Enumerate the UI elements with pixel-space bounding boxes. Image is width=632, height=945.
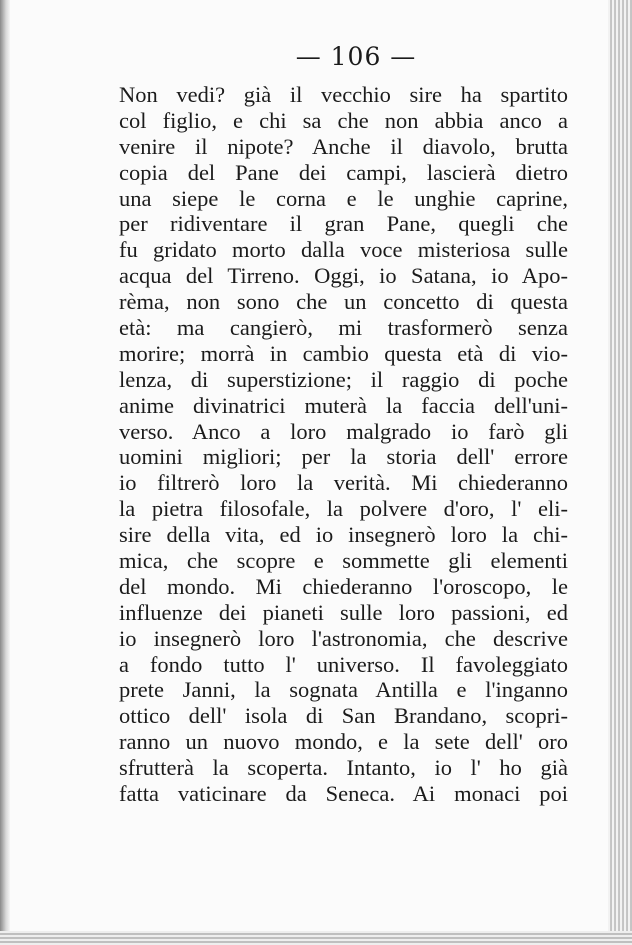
text-line: la pietra filosofale, la polvere d'oro, l' eli- <box>119 496 568 522</box>
spine-shadow <box>0 0 10 945</box>
text-line: prete Janni, la sognata Antilla e l'inganno <box>119 677 568 703</box>
text-line: sire della vita, ed io insegnerò loro la chi- <box>119 522 568 548</box>
text-line: ranno un nuovo mondo, e la sete dell' oro <box>119 729 568 755</box>
text-line: età: ma cangierò, mi trasformerò senza <box>119 315 568 341</box>
text-line: del mondo. Mi chiederanno l'oroscopo, le <box>119 573 568 599</box>
text-line: copia del Pane dei campi, lascierà dietro <box>119 159 568 185</box>
text-line: anime divinatrici muterà la faccia dell'uni- <box>119 392 568 418</box>
text-line: morire; morrà in cambio questa età di vio- <box>119 340 568 366</box>
text-line: fatta vaticinare da Seneca. Ai monaci poi <box>119 781 568 807</box>
text-line: acqua del Tirreno. Oggi, io Satana, io Apo- <box>119 263 568 289</box>
text-line: Non vedi? già il vecchio sire ha spartito <box>119 82 568 107</box>
text-line: rèma, non sono che un concetto di questa <box>119 289 568 315</box>
text-line: io insegnerò loro l'astronomia, che descrive <box>119 625 568 651</box>
page-number-header: — 106 — <box>295 42 417 71</box>
text-line: per ridiventare il gran Pane, quegli che <box>119 211 568 237</box>
page-edge-right <box>608 0 632 945</box>
body-text <box>119 82 568 807</box>
text-line: venire il nipote? Anche il diavolo, brutta <box>119 133 568 159</box>
text-line: influenze dei pianeti sulle loro passioni, ed <box>119 599 568 625</box>
text-line: sfrutterà la scoperta. Intanto, io l' ho già <box>119 755 568 781</box>
text-line: a fondo tutto l' universo. Il favoleggiato <box>119 651 568 677</box>
text-line: ottico dell' isola di San Brandano, scopri- <box>119 703 568 729</box>
text-line: col figlio, e chi sa che non abbia anco a <box>119 107 568 133</box>
text-line: verso. Anco a loro malgrado io farò gli <box>119 418 568 444</box>
text-line: uomini migliori; per la storia dell' errore <box>119 444 568 470</box>
text-line: una siepe le corna e le unghie caprine, <box>119 185 568 211</box>
text-line: mica, che scopre e sommette gli elementi <box>119 548 568 574</box>
text-line: lenza, di superstizione; il raggio di poche <box>119 366 568 392</box>
text-line: io filtrerò loro la verità. Mi chiederanno <box>119 470 568 496</box>
page-edge-bottom <box>0 931 632 945</box>
text-line: fu gridato morto dalla voce misteriosa sulle <box>119 237 568 263</box>
